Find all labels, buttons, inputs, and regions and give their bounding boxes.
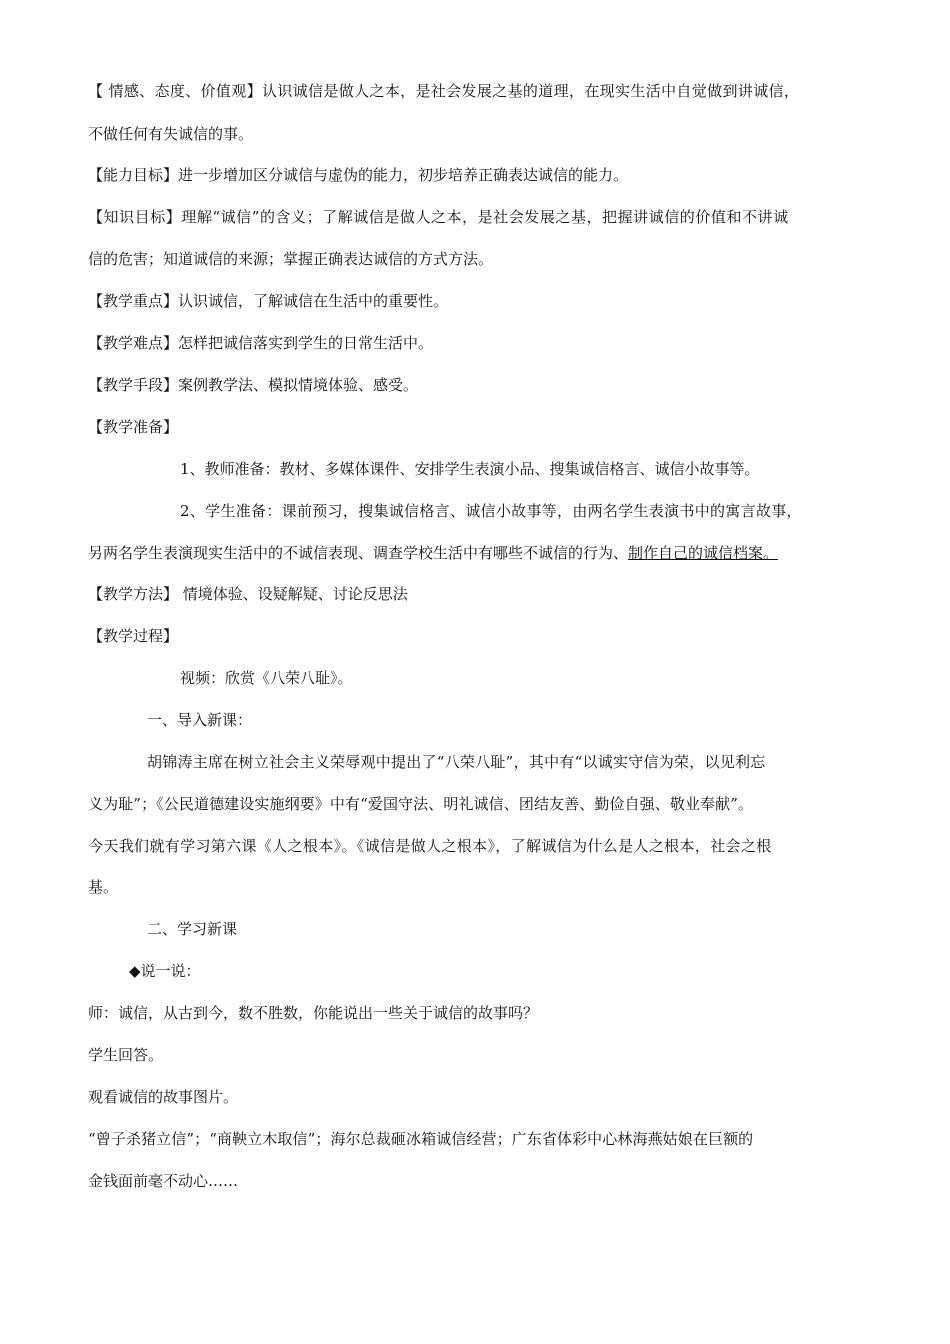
intro-paragraph-line-1: 胡锦涛主席在树立社会主义荣辱观中提出了“八荣八耻”，其中有“以诚实守信为荣，以见利忘 xyxy=(147,753,766,771)
objective-knowledge-line-2: 信的危害；知道诚信的来源；掌握正确表达诚信的方式方法。 xyxy=(88,250,494,268)
objective-emotion-line-2: 不做任何有失诚信的事。 xyxy=(88,125,254,143)
student-preparation-line-2 xyxy=(88,543,778,563)
teacher-preparation: 1、教师准备：教材、多媒体课件、安排学生表演小品、搜集诚信格言、诚信小故事等。 xyxy=(180,460,760,478)
objective-emotion-line-1: 【 情感、态度、价值观】认识诚信是做人之本，是社会发展之基的道理，在现实生活中自觉做到讲诚信， xyxy=(88,82,800,100)
objective-ability: 【能力目标】进一步增加区分诚信与虚伪的能力，初步培养正确表达诚信的能力。 xyxy=(88,166,629,184)
stories-line-2: 金钱面前毫不动心…… xyxy=(88,1172,239,1190)
intro-paragraph-line-2: 义为耻”；《公民道德建设实施纲要》中有“爱国守法、明礼诚信、团结友善、勤俭自强、敬业奉献”。 xyxy=(88,795,754,813)
section-new-lesson-heading: 二、学习新课 xyxy=(147,920,238,938)
intro-paragraph-line-3: 今天我们就有学习第六课《人之根本》。《诚信是做人之根本》，了解诚信为什么是人之根本，社会之根 xyxy=(88,837,772,855)
student-preparation-text: 另两名学生表演现实生活中的不诚信表现、调查学校生活中有哪些不诚信的行为、 xyxy=(88,544,629,562)
teaching-method: 【教学方法】 情境体验、设疑解疑、讨论反思法 xyxy=(88,585,408,603)
watch-pictures: 观看诚信的故事图片。 xyxy=(88,1088,239,1106)
intro-paragraph-line-4: 基。 xyxy=(88,878,119,896)
say-it-heading: ◆说一说： xyxy=(129,962,201,980)
section-intro-heading: 一、导入新课： xyxy=(147,711,253,729)
student-preparation-line-1: 2、学生准备：课前预习，搜集诚信格言、诚信小故事等，由两名学生表演书中的寓言故事， xyxy=(180,502,802,520)
teaching-preparation-heading: 【教学准备】 xyxy=(88,418,179,436)
teaching-focus: 【教学重点】认识诚信，了解诚信在生活中的重要性。 xyxy=(88,292,449,310)
teacher-question: 师：诚信，从古到今，数不胜数，你能说出一些关于诚信的故事吗？ xyxy=(88,1004,539,1022)
teaching-means: 【教学手段】案例教学法、模拟情境体验、感受。 xyxy=(88,376,419,394)
stories-line-1: “曾子杀猪立信”；“商鞅立木取信”；海尔总裁砸冰箱诚信经营；广东省体彩中心林海燕姑娘在巨额的 xyxy=(88,1130,754,1148)
student-answer: 学生回答。 xyxy=(88,1046,164,1064)
teaching-difficulty: 【教学难点】怎样把诚信落实到学生的日常生活中。 xyxy=(88,334,434,352)
video-line: 视频：欣赏《八荣八耻》。 xyxy=(180,669,353,687)
student-preparation-underlined: 制作自己的诚信档案。 xyxy=(628,544,779,562)
objective-knowledge-line-1: 【知识目标】理解“诚信”的含义；了解诚信是做人之本，是社会发展之基，把握讲诚信的价值和不讲诚 xyxy=(88,208,789,226)
teaching-process-heading: 【教学过程】 xyxy=(88,627,179,645)
